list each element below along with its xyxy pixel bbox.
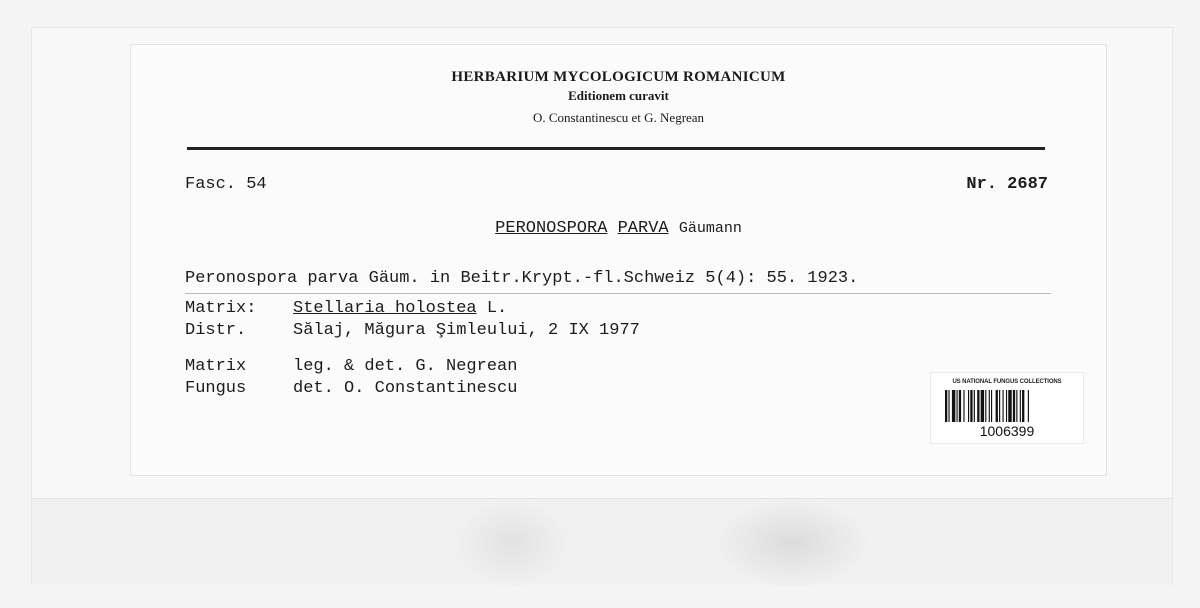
editor-line: Editionem curavit <box>568 88 669 103</box>
taxon-name <box>131 219 1106 238</box>
packet-flap <box>32 498 1172 585</box>
taxon-species: PARVA <box>617 219 669 238</box>
collector-label: Matrix <box>185 357 247 376</box>
fungus-value: det. O. Constantinescu <box>293 379 518 398</box>
host-name: Stellaria holostea <box>293 299 477 318</box>
herbarium-title: HERBARIUM MYCOLOGICUM ROMANICUM <box>451 69 786 85</box>
distribution-value: Sălaj, Măgura Şimleului, 2 IX 1977 <box>293 321 640 340</box>
taxon-author: Gäumann <box>678 220 742 237</box>
citation-rule <box>185 293 1051 294</box>
collection-caption: US NATIONAL FUNGUS COLLECTIONS <box>952 379 1062 385</box>
matrix-value <box>293 299 507 318</box>
barcode-image <box>945 390 1069 422</box>
exsiccata-number: Nr. 2687 <box>966 175 1048 194</box>
literature-citation: Peronospora parva Gäum. in Beitr.Krypt.-fl.Schweiz 5(4): 55. 1923. <box>185 269 859 288</box>
editors-names: O. Constantinescu et G. Negrean <box>532 110 705 125</box>
barcode-sticker <box>930 372 1084 444</box>
taxon-genus: PERONOSPORA <box>495 219 608 238</box>
matrix-label: Matrix: <box>185 299 257 318</box>
fascicle-number: Fasc. 54 <box>185 175 267 194</box>
distribution-label: Distr. <box>185 321 247 340</box>
label-header <box>131 67 1106 131</box>
packet-shadow <box>452 498 572 588</box>
host-author: L. <box>486 299 508 318</box>
barcode-number: 1006399 <box>979 423 1035 439</box>
collector-value: leg. & det. G. Negrean <box>293 357 518 376</box>
fungus-label: Fungus <box>185 379 247 398</box>
packet-shadow <box>712 498 872 588</box>
header-rule <box>187 147 1045 150</box>
